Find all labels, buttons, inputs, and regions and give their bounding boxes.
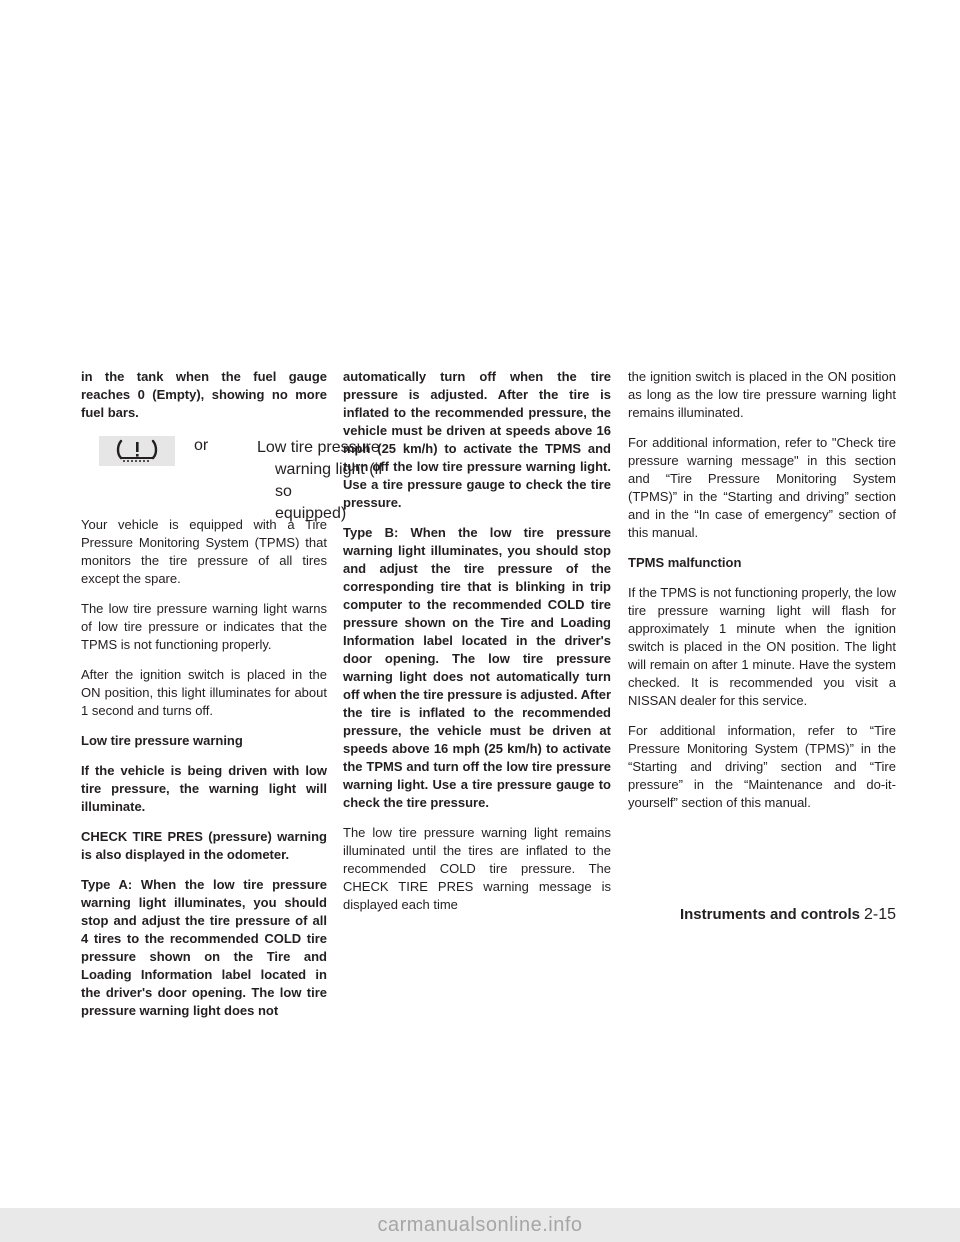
or-label: or (194, 437, 209, 454)
paragraph: in the tank when the fuel gauge reaches 0 (Empty), showing no more fuel bars. (81, 369, 327, 420)
page-footer (616, 906, 896, 924)
paragraph: For additional information, refer to "Check tire pressure warning message" in this section and “Tire Pressure Monitoring System (TPMS)” in the “Starting and driving” section and in the “In case of emergency” section of this manual. (628, 435, 896, 540)
paragraph: Type A: When the low tire pressure warning light illuminates, you should stop and adjust the tire pressure of all 4 tires to the recommended COLD tire pressure shown on the Tire and Loading Information label located in the driver's door opening. The low tire pressure warning light does not (81, 877, 327, 1018)
tire-pressure-warning-icon (99, 436, 175, 466)
footer-section-title: Instruments and controls (679, 906, 860, 923)
paragraph: automatically turn off when the tire pressure is adjusted. After the tire is inflated to the recommended pressure, the vehicle must be driven at speeds above 16 mph (25 km/h) to activate the TPMS and turn off the low tire pressure warning light. Use a tire pressure gauge to check the tire pressure. (343, 369, 611, 510)
paragraph: If the vehicle is being driven with low tire pressure, the warning light will illuminate. (81, 763, 327, 814)
warning-light-label-line: warning light (if so (275, 461, 383, 500)
column-2 (343, 368, 611, 926)
column-3 (628, 368, 896, 824)
warning-light-entry (81, 434, 383, 522)
page-number: 2-15 (863, 906, 896, 923)
paragraph: Your vehicle is equipped with a Tire Pressure Monitoring System (TPMS) that monitors the tire pressure of all tires except the spare. (81, 517, 327, 586)
paragraph: Type B: When the low tire pressure warning light illuminates, you should stop and adjust the tire pressure of the corresponding tire that is blinking in trip computer to the recommended COLD tire pressure shown on the Tire and Loading Information label located in the driver's door opening. The low tire pressure warning light does not automatically turn off when the tire pressure is adjusted. After the tire is inflated to the recommended pressure, the vehicle must be driven at speeds above 16 mph (25 km/h) to activate the TPMS and turn off the low tire pressure warning light. Use a tire pressure gauge to check the tire pressure. (343, 525, 611, 810)
paragraph: The low tire pressure warning light remains illuminated until the tires are inflated to the recommended COLD tire pressure. The CHECK TIRE PRES warning message is displayed each time (343, 825, 611, 912)
paragraph: If the TPMS is not functioning properly, the low tire pressure warning light will flash for approximately 1 minute when the ignition switch is placed in the ON position. The light will remain on after 1 minute. Have the system checked. It is recommended you visit a NISSAN dealer for this service. (628, 585, 896, 708)
warning-light-label-line: Low tire pressure (257, 439, 380, 456)
column-1 (81, 368, 383, 1032)
section-heading: Low tire pressure warning (81, 733, 243, 748)
paragraph: The low tire pressure warning light warns of low tire pressure or indicates that the TPMS is not functioning properly. (81, 601, 327, 652)
watermark: carmanualsonline.info (0, 1208, 960, 1242)
paragraph: the ignition switch is placed in the ON position as long as the low tire pressure warning light remains illuminated. (628, 369, 896, 420)
paragraph: For additional information, refer to “Tire Pressure Monitoring System (TPMS)” in the “Starting and driving” section and “Tire pressure” in the “Maintenance and do-it-yourself” section of this manual. (628, 723, 896, 810)
section-heading: TPMS malfunction (628, 555, 742, 570)
paragraph: After the ignition switch is placed in the ON position, this light illuminates for about 1 second and turns off. (81, 667, 327, 718)
paragraph: CHECK TIRE PRES (pressure) warning is also displayed in the odometer. (81, 829, 327, 862)
warning-light-label-line: equipped) (275, 505, 347, 522)
